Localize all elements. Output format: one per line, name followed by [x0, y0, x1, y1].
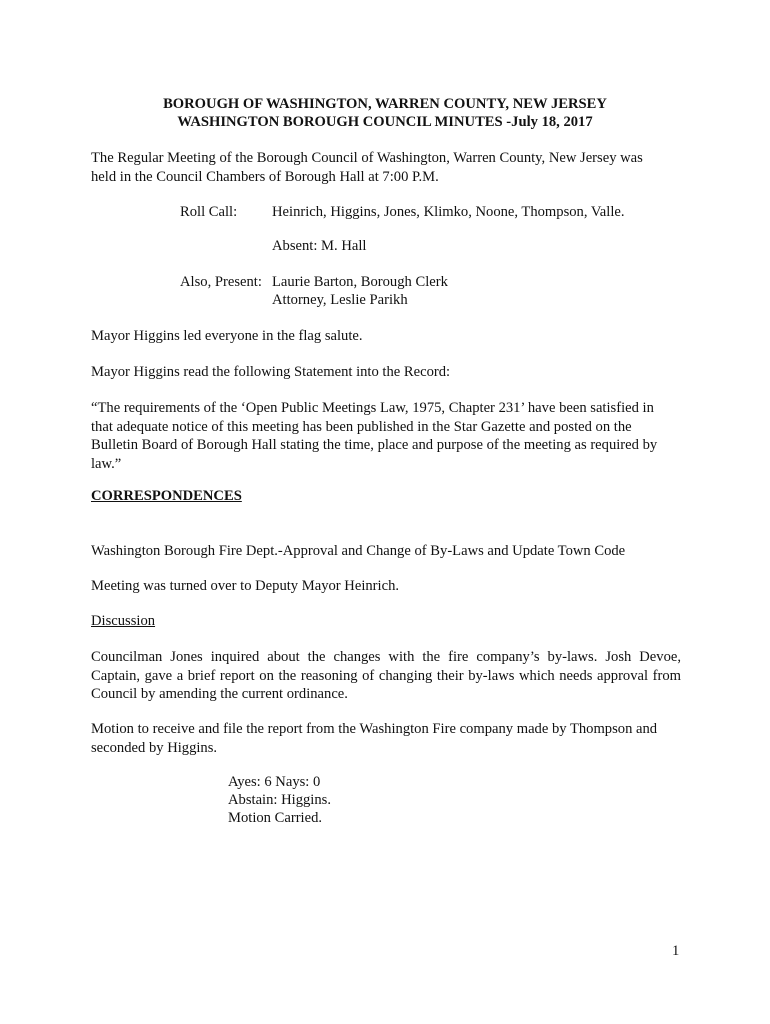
vote-abstain: Abstain: Higgins. — [228, 792, 331, 808]
intro-paragraph — [91, 149, 681, 186]
statement-paragraph — [91, 399, 681, 473]
motion-paragraph — [91, 720, 681, 757]
also-present-attorney: Attorney, Leslie Parikh — [272, 292, 408, 308]
statement-line-3: Bulletin Board of Borough Hall stating the time, place and purpose of the meeting as required by — [91, 437, 658, 453]
motion-line-1: Motion to receive and file the report from the Washington Fire company made by Thompson and — [91, 721, 658, 737]
flag-salute-line: Mayor Higgins led everyone in the flag salute. — [91, 328, 363, 344]
discussion-line-2: Captain, gave a brief report on the reasoning of changing their by-laws which needs approval from — [91, 667, 681, 684]
correspondences-heading: CORRESPONDENCES — [91, 488, 242, 504]
document-title-line-1: BOROUGH OF WASHINGTON, WARREN COUNTY, NEW JERSEY — [163, 96, 607, 112]
roll-call-label: Roll Call: — [180, 204, 238, 220]
motion-line-2: seconded by Higgins. — [91, 739, 218, 756]
intro-line-1: The Regular Meeting of the Borough Council of Washington, Warren County, New Jersey was — [91, 150, 643, 166]
roll-call-names: Heinrich, Higgins, Jones, Klimko, Noone, Thompson, Valle. — [272, 204, 625, 220]
turned-over-line: Meeting was turned over to Deputy Mayor Heinrich. — [91, 578, 400, 594]
intro-line-2: held in the Council Chambers of Borough Hall at 7:00 P.M. — [91, 168, 439, 185]
discussion-heading: Discussion — [91, 613, 156, 629]
vote-result: Motion Carried. — [228, 810, 323, 826]
statement-line-2: that adequate notice of this meeting has been published in the Star Gazette and posted on the — [91, 418, 632, 435]
absent-line: Absent: M. Hall — [272, 238, 367, 254]
discussion-paragraph — [91, 648, 681, 704]
discussion-line-3: Council by amending the current ordinance. — [91, 686, 348, 702]
page-number: 1 — [672, 943, 680, 959]
discussion-line-1: Councilman Jones inquired about the changes with the fire company’s by-laws. Josh Devoe, — [91, 649, 681, 665]
statement-line-1: “The requirements of the ‘Open Public Meetings Law, 1975, Chapter 231’ have been satisfied in — [91, 400, 654, 416]
also-present-clerk: Laurie Barton, Borough Clerk — [272, 274, 448, 290]
statement-intro-line: Mayor Higgins read the following Statement into the Record: — [91, 364, 451, 380]
document-title-line-2: WASHINGTON BOROUGH COUNCIL MINUTES -July 18, 2017 — [177, 114, 593, 130]
also-present-label: Also, Present: — [180, 274, 262, 290]
vote-ayes-nays: Ayes: 6 Nays: 0 — [228, 774, 321, 790]
statement-line-4: law.” — [91, 455, 122, 472]
fire-dept-item: Washington Borough Fire Dept.-Approval and Change of By-Laws and Update Town Code — [91, 543, 626, 559]
